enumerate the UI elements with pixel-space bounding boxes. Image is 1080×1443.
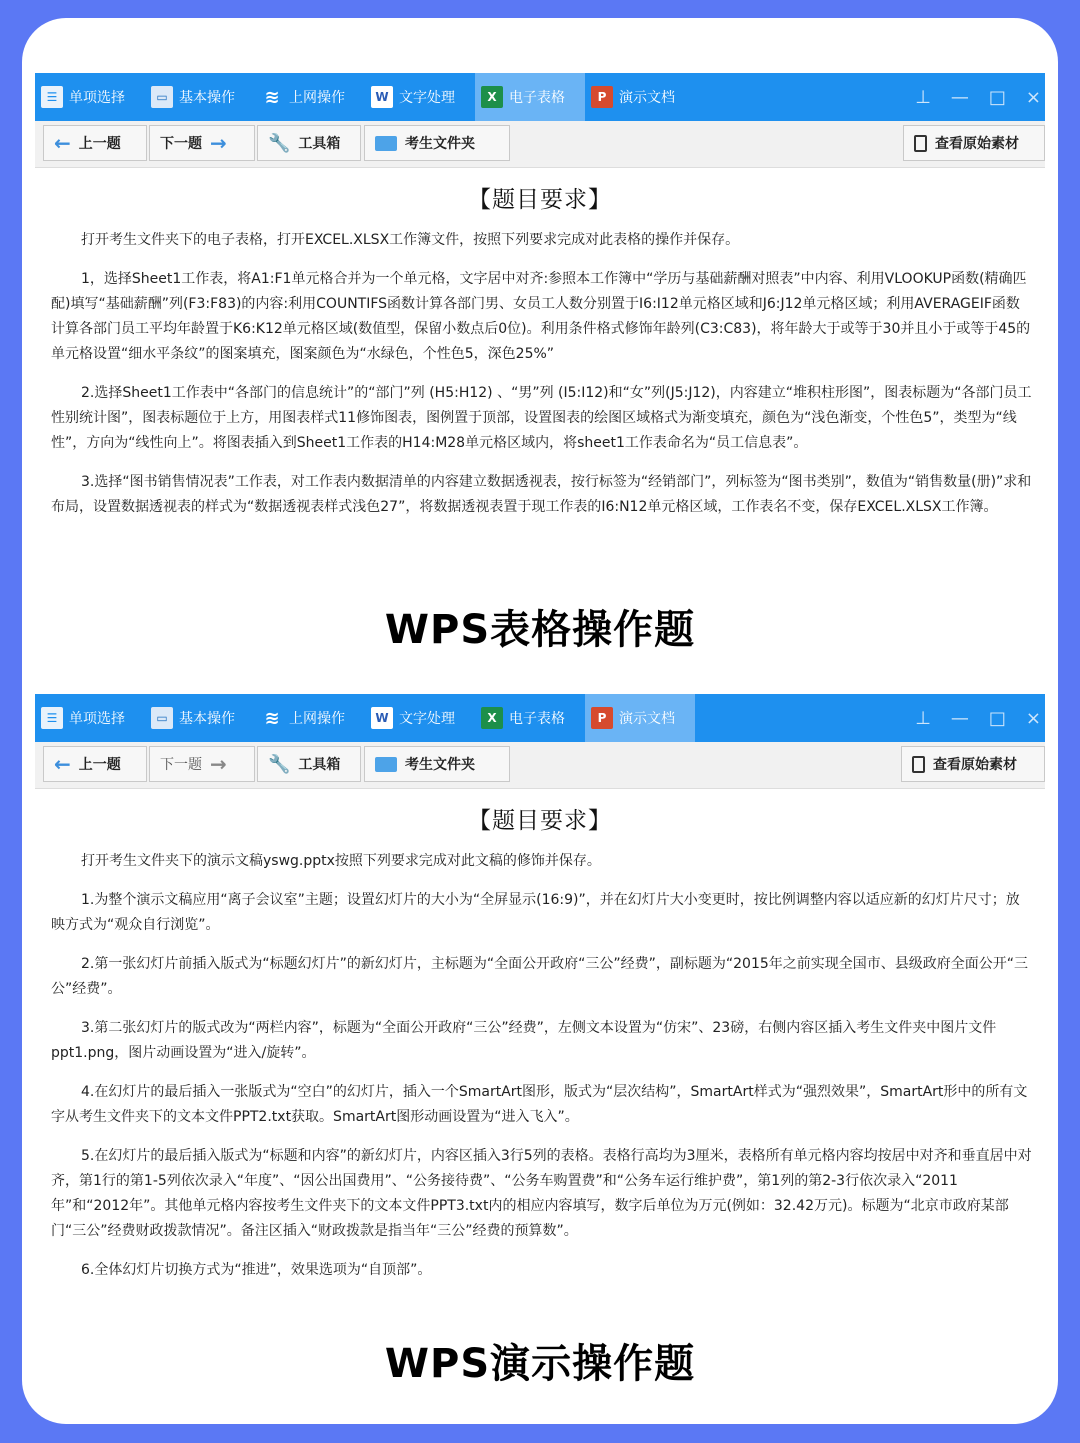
excel-exam-window [35, 73, 1045, 605]
question-content [35, 790, 1045, 1283]
ppt-icon: P [591, 86, 613, 108]
close-icon[interactable]: × [1025, 707, 1041, 729]
arrow-right-icon: → [210, 131, 227, 155]
question-item: 2.第一张幻灯片前插入版式为“标题幻灯片”的新幻灯片，主标题为“全面公开政府“三公”经费”，副标题为“2015年之前实现全国市、县级政府全面公开“三公”经费”。 [51, 956, 1029, 997]
pin-icon[interactable]: ⊥ [915, 707, 931, 729]
question-item: 2.选择Sheet1工作表中“各部门的信息统计”的“部门”列 (H5:H12) 、“男”列 (I5:I12)和“女”列(J5:J12)，内容建立“堆积柱形图”，图表标题为“各部门员工性别统计图”，图表标题位于上方，用图表样式11修饰图表，图例置于顶部，设置图表的绘图区域格式为渐变填充，颜色为“浅色渐变，个性色5”，类型为“线性”，方向为“线性向上”。将图表插入到Sheet1工作表的H14:M28单元格区域内，将sheet1工作表命名为“员工信息表”。 [51, 385, 1032, 451]
tab-word-processing[interactable]: W 文字处理 [365, 694, 475, 742]
tab-single-choice[interactable]: ☰ 单项选择 [35, 73, 145, 121]
monitor-icon: ▭ [151, 86, 173, 108]
list-icon: ☰ [41, 86, 63, 108]
window-controls [915, 73, 1045, 121]
question-title: 【题目要求】 [468, 187, 612, 213]
tab-basic-ops[interactable]: ▭ 基本操作 [145, 694, 255, 742]
folder-icon [375, 757, 397, 772]
monitor-icon: ▭ [151, 707, 173, 729]
next-question-button[interactable]: 下一题 → [149, 746, 255, 782]
student-folder-button[interactable]: 考生文件夹 [364, 746, 510, 782]
view-source-button[interactable]: 查看原始素材 [901, 746, 1045, 782]
maximize-icon[interactable]: □ [988, 86, 1006, 108]
tab-spreadsheet[interactable]: X 电子表格 [475, 73, 585, 121]
document-icon [914, 135, 927, 152]
question-item: 5.在幻灯片的最后插入版式为“标题和内容”的新幻灯片，内容区插入3行5列的表格。表格行高均为3厘米，表格所有单元格内容均按居中对齐和垂直居中对齐，第1行的第1-5列依次录入“年度”、“因公出国费用”、“公务接待费”、“公务车购置费”和“公务车运行维护费”，第1列的第2-3行依次录入“2011年”和“2012年”。其他单元格内容按考生文件夹下的文本文件PPT3.txt内的相应内容填写，数字后单位为万元(例如：32.42万元)。标题为“北京市政府某部门“三公”经费财政拨款情况”。备注区插入“财政拨款是指当年“三公”经费的预算数”。 [51, 1148, 1032, 1239]
question-content [35, 169, 1045, 520]
category-tabbar [35, 694, 1045, 742]
wifi-icon: ≋ [264, 707, 280, 729]
minimize-icon[interactable]: — [950, 86, 969, 108]
pin-icon[interactable]: ⊥ [915, 86, 931, 108]
question-intro: 打开考生文件夹下的演示文稿yswg.pptx按照下列要求完成对此文稿的修饰并保存。 [81, 853, 601, 869]
toolbox-button[interactable]: 🔧 工具箱 [257, 746, 361, 782]
ppt-exam-window [35, 694, 1045, 1314]
maximize-icon[interactable]: □ [988, 707, 1006, 729]
tab-presentation[interactable]: P 演示文档 [585, 694, 695, 742]
ppt-caption: WPS演示操作题 [384, 1341, 696, 1387]
excel-icon: X [481, 707, 503, 729]
white-card [22, 18, 1058, 1424]
question-item: 1.为整个演示文稿应用“离子会议室”主题；设置幻灯片的大小为“全屏显示(16:9)”，并在幻灯片大小变更时，按比例调整内容以适应新的幻灯片尺寸；放映方式为“观众自行浏览”。 [51, 892, 1020, 933]
question-item: 4.在幻灯片的最后插入一张版式为“空白”的幻灯片，插入一个SmartArt图形，版式为“层次结构”，SmartArt样式为“强烈效果”，SmartArt形中的所有文字从考生文件夹下的文本文件PPT2.txt获取。SmartArt图形动画设置为“进入飞入”。 [51, 1084, 1028, 1125]
exam-toolbar [35, 742, 1045, 789]
question-item: 3.选择“图书销售情况表”工作表，对工作表内数据清单的内容建立数据透视表，按行标签为“经销部门”，列标签为“图书类别”，数值为“销售数量(册)”求和布局，设置数据透视表的样式为“数据透视表样式浅色27”，将数据透视表置于现工作表的I6:N12单元格区域，工作表名不变，保存EXCEL.XLSX工作簿。 [51, 474, 1032, 515]
student-folder-button[interactable]: 考生文件夹 [364, 125, 510, 161]
window-controls [915, 694, 1045, 742]
question-item: 3.第二张幻灯片的版式改为“两栏内容”，标题为“全面公开政府“三公”经费”，左侧文本设置为“仿宋”、23磅，右侧内容区插入考生文件夹中图片文件ppt1.png，图片动画设置为“进入/旋转”。 [51, 1020, 997, 1061]
document-icon [912, 756, 925, 773]
question-item: 1，选择Sheet1工作表，将A1:F1单元格合并为一个单元格，文字居中对齐:参照本工作簿中“学历与基础薪酬对照表”中内容、利用VLOOKUP函数(精确匹配)填写“基础薪酬”列(F3:F83)的内容:利用COUNTIFS函数计算各部门男、女员工人数分别置于I6:I12单元格区域和J6:J12单元格区域；利用AVERAGEIF函数计算各部门员工平均年龄置于K6:K12单元格区域(数值型，保留小数点后0位)。利用条件格式修饰年龄列(C3:C83)，将年龄大于或等于30并且小于或等于45的单元格设置“细水平条纹”的图案填充，图案颜色为“水绿色，个性色5，深色25%” [51, 271, 1031, 362]
minimize-icon[interactable]: — [950, 707, 969, 729]
wrench-icon: 🔧 [268, 753, 291, 775]
arrow-left-icon: ← [54, 131, 71, 155]
arrow-left-icon: ← [54, 752, 71, 776]
tab-internet-ops[interactable]: ≋ 上网操作 [255, 73, 365, 121]
tab-internet-ops[interactable]: ≋ 上网操作 [255, 694, 365, 742]
category-tabbar [35, 73, 1045, 121]
prev-question-button[interactable]: ← 上一题 [43, 746, 147, 782]
question-title: 【题目要求】 [468, 808, 612, 834]
tab-spreadsheet[interactable]: X 电子表格 [475, 694, 585, 742]
question-item: 6.全体幻灯片切换方式为“推进”，效果选项为“自顶部”。 [81, 1262, 432, 1278]
excel-icon: X [481, 86, 503, 108]
tab-basic-ops[interactable]: ▭ 基本操作 [145, 73, 255, 121]
wifi-icon: ≋ [264, 86, 280, 108]
tab-word-processing[interactable]: W 文字处理 [365, 73, 475, 121]
next-question-button[interactable]: 下一题 → [149, 125, 255, 161]
word-icon: W [371, 86, 393, 108]
view-source-button[interactable]: 查看原始素材 [903, 125, 1045, 161]
list-icon: ☰ [41, 707, 63, 729]
exam-toolbar [35, 121, 1045, 168]
question-intro: 打开考生文件夹下的电子表格，打开EXCEL.XLSX工作簿文件，按照下列要求完成对此表格的操作并保存。 [81, 232, 740, 248]
wrench-icon: 🔧 [268, 132, 291, 154]
tab-single-choice[interactable]: ☰ 单项选择 [35, 694, 145, 742]
ppt-icon: P [591, 707, 613, 729]
folder-icon [375, 136, 397, 151]
close-icon[interactable]: × [1025, 86, 1041, 108]
toolbox-button[interactable]: 🔧 工具箱 [257, 125, 361, 161]
tab-presentation[interactable]: P 演示文档 [585, 73, 695, 121]
prev-question-button[interactable]: ← 上一题 [43, 125, 147, 161]
word-icon: W [371, 707, 393, 729]
excel-caption: WPS表格操作题 [384, 607, 696, 653]
arrow-right-icon: → [210, 752, 227, 776]
